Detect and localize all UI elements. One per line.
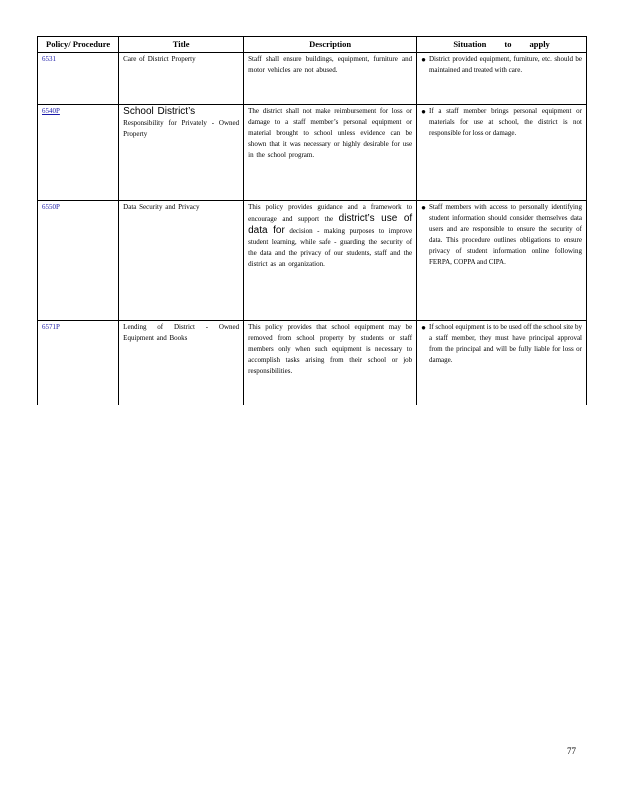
bullet-icon: ●	[421, 55, 426, 64]
policy-link[interactable]: 6540P	[42, 107, 60, 115]
row-description: This policy provides guidance and a framework to encourage and support the	[248, 203, 413, 223]
policy-table	[37, 36, 587, 405]
header-policy: Policy/ Procedure	[38, 37, 119, 53]
row-description: The district shall not make reimbursement for loss or damage to a staff member’s personal equipment or material brought to school unless evidence can be shown that it was necessary or highly desirable for use in the school program.	[244, 105, 417, 201]
bullet-icon: ●	[421, 107, 426, 116]
table-row	[38, 201, 587, 321]
row-situation: If school equipment is to be used off the school site by a staff member, they must have principal approval from the principal and will be fully liable for loss or damage.	[428, 323, 582, 364]
row-title: Data Security and Privacy	[119, 201, 244, 321]
table-row	[38, 321, 587, 405]
row-title: Responsibility for Privately - Owned Property	[123, 119, 240, 138]
policy-link[interactable]: 6571P	[42, 323, 60, 331]
row-situation: District provided equipment, furniture, etc. should be maintained and treated with care.	[428, 55, 582, 74]
row-description: Staff shall ensure buildings, equipment, furniture and motor vehicles are not abused.	[244, 53, 417, 105]
policy-link[interactable]: 6531	[42, 55, 56, 63]
row-description: This policy provides that school equipment may be removed from school property by students or staff members only when such equipment is necessary to accomplish tasks arising from their school or job responsibilities.	[244, 321, 417, 405]
policy-link[interactable]: 6550P	[42, 203, 60, 211]
row-title-emphasis: School District’s	[123, 106, 196, 117]
header-situation	[417, 37, 587, 53]
page-number: 77	[567, 746, 576, 756]
row-title: Lending of District - Owned Equipment and Books	[119, 321, 244, 405]
row-title: Care of District Property	[119, 53, 244, 105]
header-to-word: to	[504, 39, 512, 49]
header-title: Title	[119, 37, 244, 53]
header-description: Description	[244, 37, 417, 53]
row-description-emphasis: district’s use of data for	[248, 213, 413, 236]
header-situation-word: Situation	[453, 39, 487, 49]
bullet-icon: ●	[421, 323, 426, 332]
row-description-cont: decision - making purposes to improve student learning, while safe - guarding the security of the data and the privacy of our students, staff and the district as an organization.	[248, 227, 413, 268]
table-row	[38, 53, 587, 105]
table-row	[38, 105, 587, 201]
row-situation: If a staff member brings personal equipment or materials for use at school, the district is not responsible for loss or damage.	[428, 107, 582, 137]
header-apply-word: apply	[529, 39, 550, 49]
bullet-icon: ●	[421, 203, 426, 212]
row-situation: Staff members with access to personally identifying student information should consider themselves data users and are responsible to ensure the security of data. This procedure outlines obligations to ensure privacy of student information online following FERPA, COPPA and CIPA.	[428, 203, 582, 266]
table-header-row	[38, 37, 587, 53]
